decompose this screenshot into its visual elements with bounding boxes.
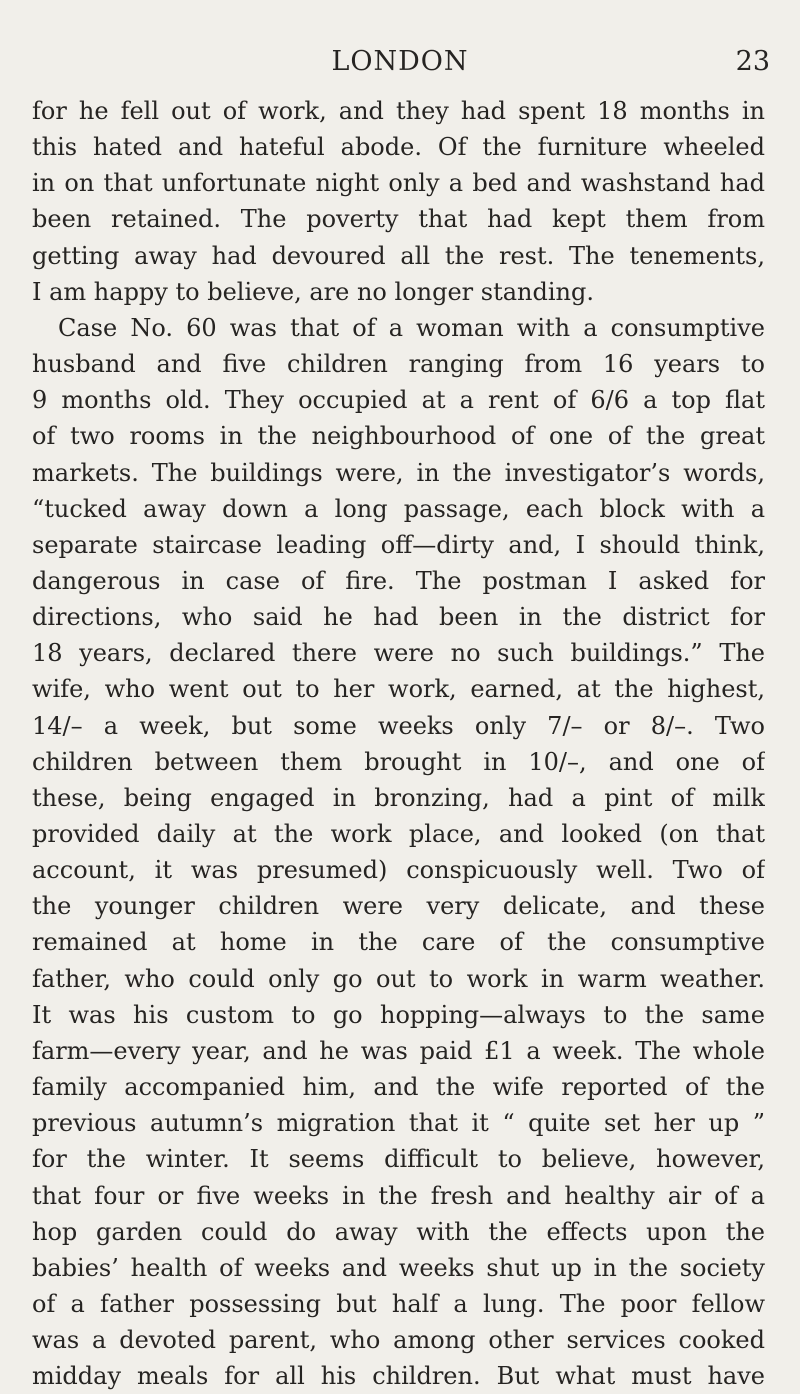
text-line: remained at home in the care of the consumptive bbox=[32, 928, 765, 957]
text-line: directions, who said he had been in the district for bbox=[32, 603, 765, 632]
text-line: provided daily at the work place, and looked (on that bbox=[32, 820, 765, 848]
text-line: for he fell out of work, and they had spent 18 months in bbox=[32, 97, 765, 125]
text-line: that four or five weeks in the fresh and healthy air of a bbox=[32, 1181, 765, 1210]
text-line: of a father possessing but half a lung. The poor fellow bbox=[32, 1290, 765, 1318]
text-line: 18 years, declared there were no such buildings.” The bbox=[32, 639, 765, 668]
text-line: the younger children were very delicate, and these bbox=[32, 892, 765, 921]
text-line: separate staircase leading off—dirty and, I should think, bbox=[32, 530, 765, 559]
text-line: markets. The buildings were, in the investigator’s words, bbox=[32, 458, 765, 487]
text-line: these, being engaged in bronzing, had a pint of milk bbox=[32, 783, 765, 812]
text-line: 9 months old. They occupied at a rent of 6/6 a top flat bbox=[32, 386, 765, 415]
text-line: previous autumn’s migration that it “ quite set her up ” bbox=[32, 1109, 765, 1138]
text-line: getting away had devoured all the rest. The tenements, bbox=[32, 241, 765, 270]
text-line: I am happy to believe, are no longer standing. bbox=[32, 277, 594, 306]
text-line: in on that unfortunate night only a bed and washstand had bbox=[32, 169, 765, 198]
text-line: been retained. The poverty that had kept them from bbox=[32, 205, 765, 234]
text-line: this hated and hateful abode. Of the furniture wheeled bbox=[32, 133, 765, 162]
text-line: hop garden could do away with the effects upon the bbox=[32, 1217, 765, 1246]
text-line: babies’ health of weeks and weeks shut up in the society bbox=[32, 1253, 765, 1282]
text-line: farm—every year, and he was paid £1 a week. The whole bbox=[32, 1036, 765, 1065]
text-line: midday meals for all his children. But what must have bbox=[32, 1362, 765, 1391]
text-line: children between them brought in 10/–, and one of bbox=[32, 747, 765, 776]
text-line: wife, who went out to her work, earned, at the highest, bbox=[32, 675, 765, 704]
running-title: LONDON bbox=[331, 46, 469, 77]
text-line: “tucked away down a long passage, each block with a bbox=[32, 494, 765, 523]
text-line: for the winter. It seems difficult to believe, however, bbox=[32, 1145, 765, 1174]
text-line: family accompanied him, and the wife reported of the bbox=[32, 1073, 765, 1101]
text-line: account, it was presumed) conspicuously well. Two of bbox=[32, 856, 765, 885]
page-number: 23 bbox=[735, 46, 770, 77]
text-line: father, who could only go out to work in warm weather. bbox=[32, 964, 765, 993]
text-line: It was his custom to go hopping—always to the same bbox=[32, 1000, 765, 1029]
text-line: dangerous in case of fire. The postman I asked for bbox=[32, 566, 765, 595]
text-line: 14/– a week, but some weeks only 7/– or 8/–. Two bbox=[32, 711, 765, 740]
text-line: husband and five children ranging from 16 years to bbox=[32, 350, 765, 378]
text-line: of two rooms in the neighbourhood of one of the great bbox=[32, 422, 765, 451]
text-line: was a devoted parent, who among other services cooked bbox=[32, 1326, 765, 1355]
text-line: Case No. 60 was that of a woman with a consumptive bbox=[58, 313, 765, 342]
